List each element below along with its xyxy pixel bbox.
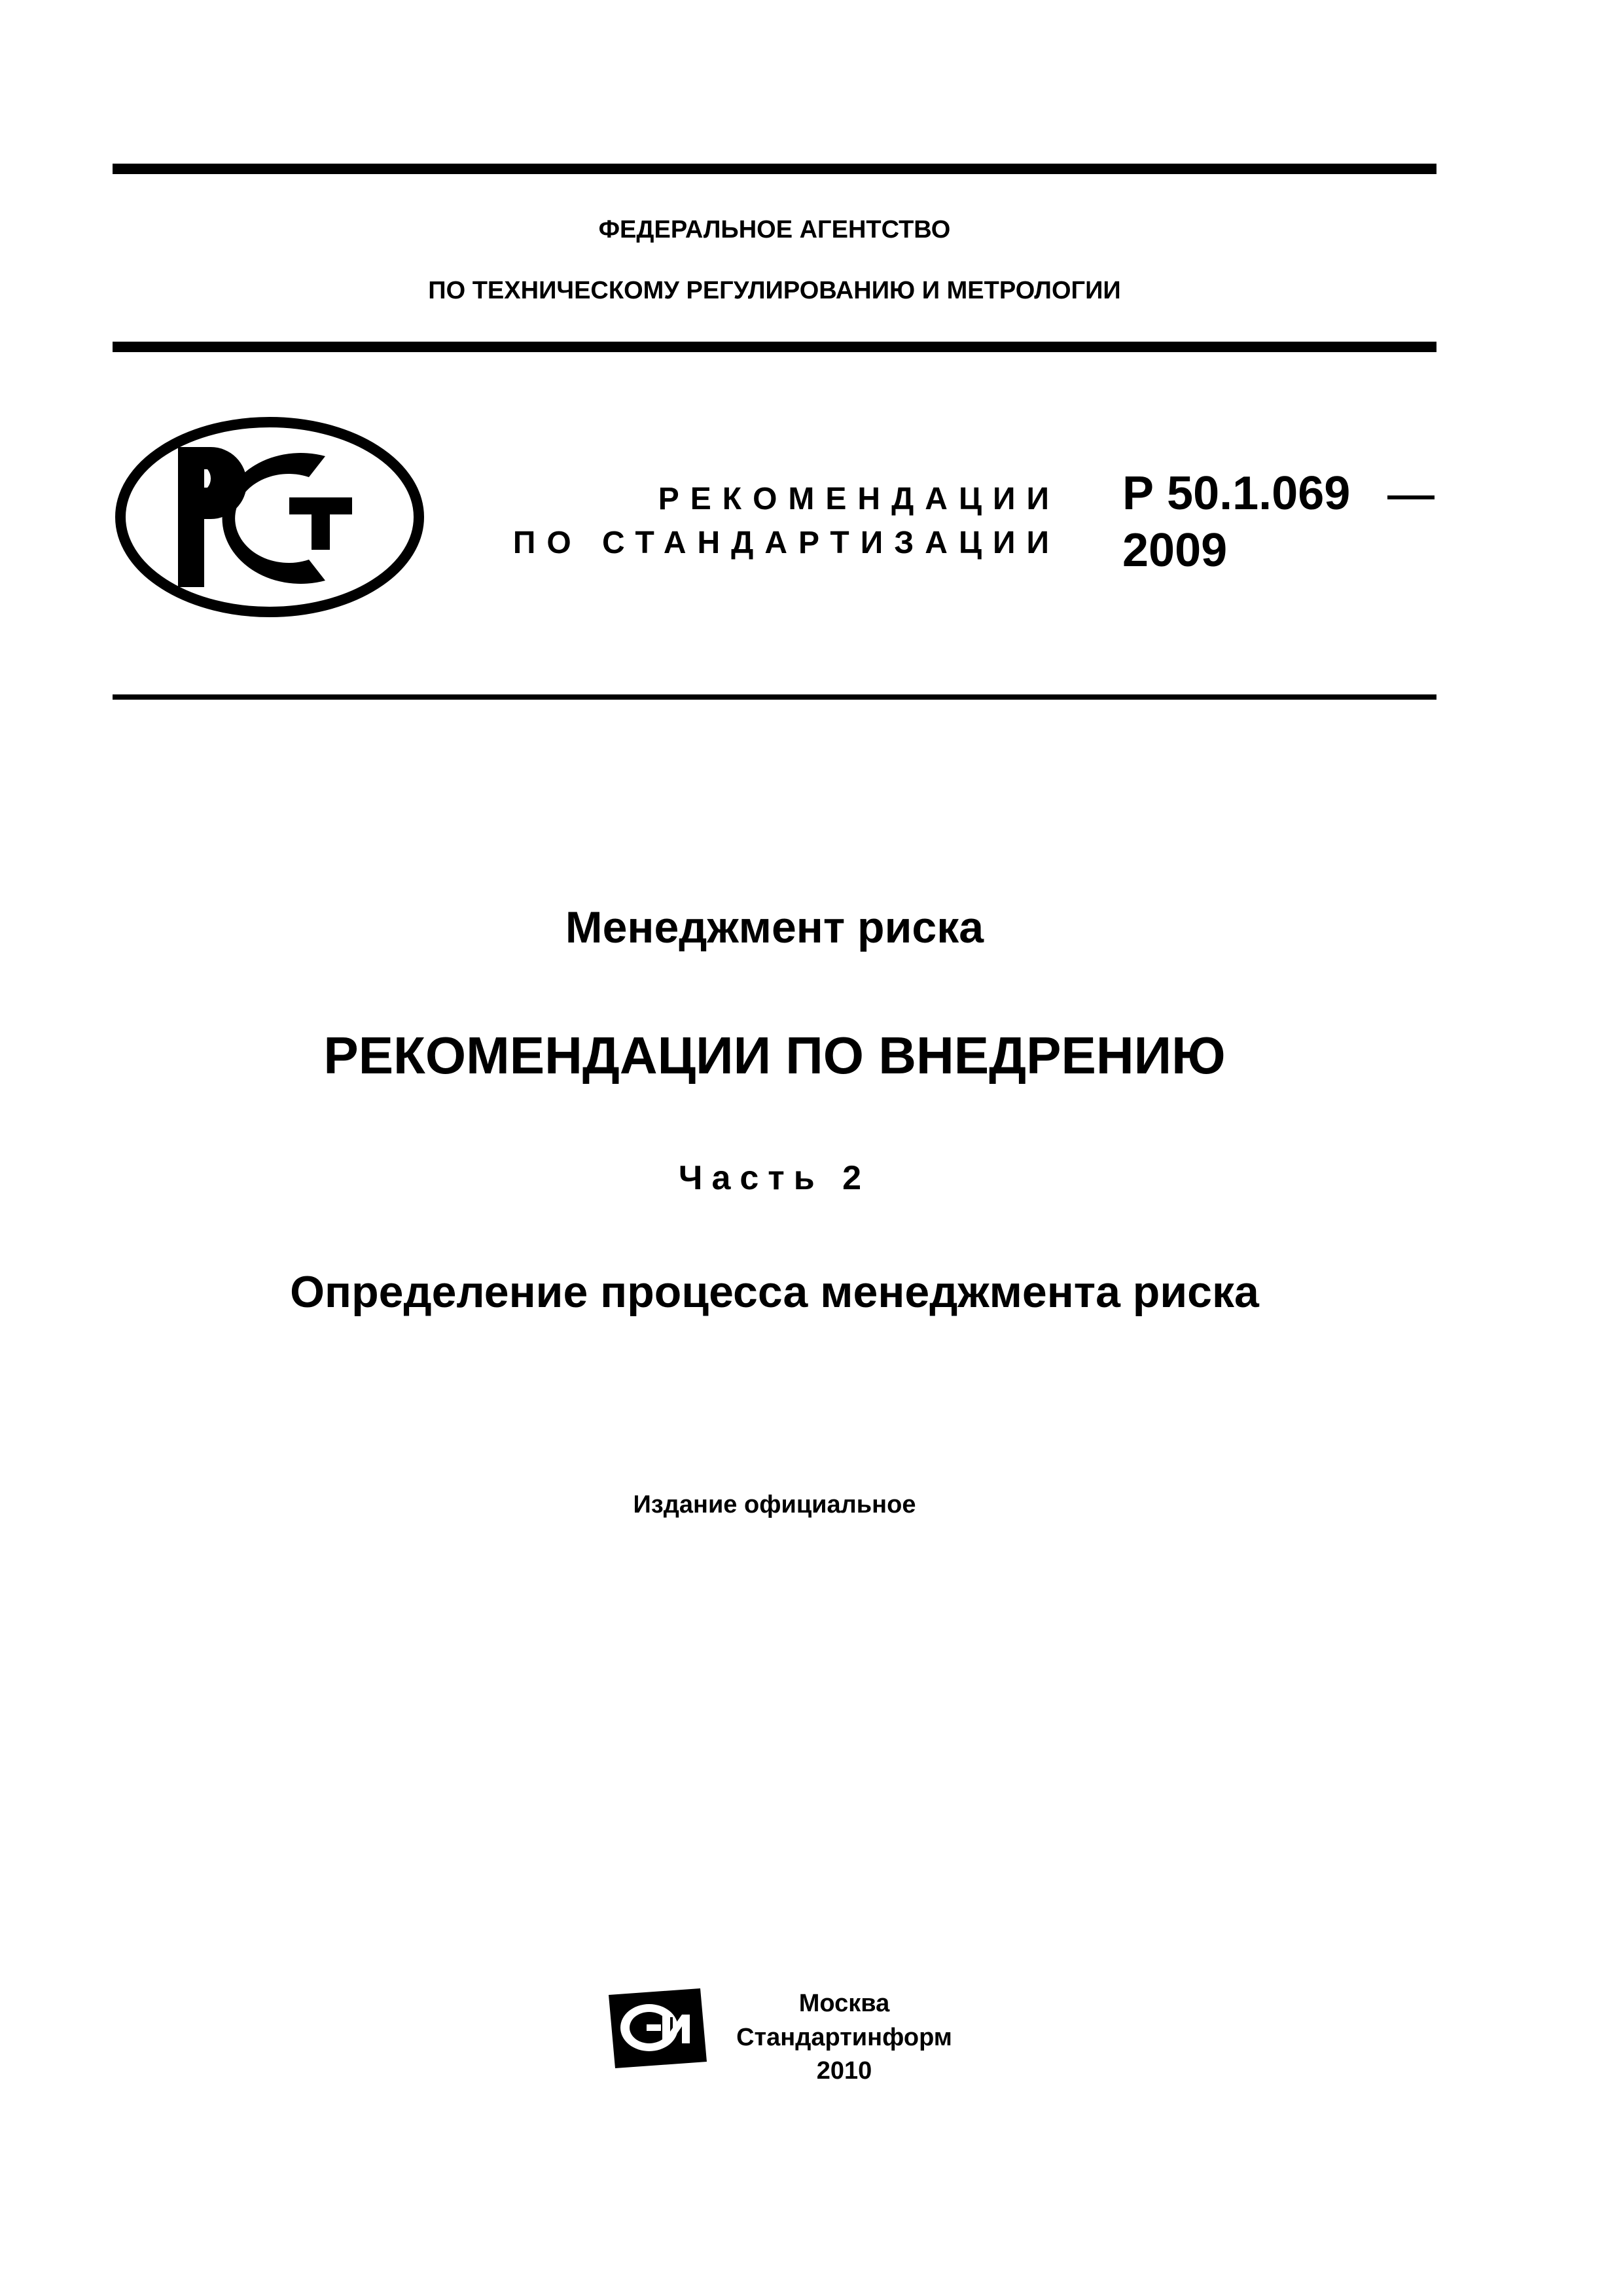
publisher-name: Стандартинформ <box>736 2024 952 2051</box>
header-divider <box>113 342 1436 352</box>
title-divider <box>113 694 1436 700</box>
series-title-line1: РЕКОМЕНДАЦИИ <box>658 482 1060 516</box>
top-rule <box>113 164 1436 174</box>
document-subtitle: Определение процесса менеджмента риска <box>290 1267 1259 1317</box>
agency-name-line1: ФЕДЕРАЛЬНОЕ АГЕНТСТВО <box>598 216 951 243</box>
publication-year: 2010 <box>816 2057 872 2085</box>
standard-number: Р 50.1.069 <box>1122 467 1351 520</box>
rst-logo-icon <box>113 416 427 619</box>
document-title: Менеджмент риска <box>565 903 984 952</box>
edition-label: Издание официальное <box>633 1491 916 1518</box>
agency-name-line2: ПО ТЕХНИЧЕСКОМУ РЕГУЛИРОВАНИЮ И МЕТРОЛОГИИ <box>428 277 1121 304</box>
document-part: Часть 2 <box>678 1159 871 1197</box>
document-title-main: РЕКОМЕНДАЦИИ ПО ВНЕДРЕНИЮ <box>323 1026 1226 1085</box>
standartinform-logo-icon <box>609 1988 707 2068</box>
number-dash <box>1387 495 1435 499</box>
series-title-line2: ПО СТАНДАРТИЗАЦИИ <box>512 526 1060 560</box>
standard-year: 2009 <box>1122 524 1228 577</box>
publisher-city: Москва <box>798 1990 890 2017</box>
